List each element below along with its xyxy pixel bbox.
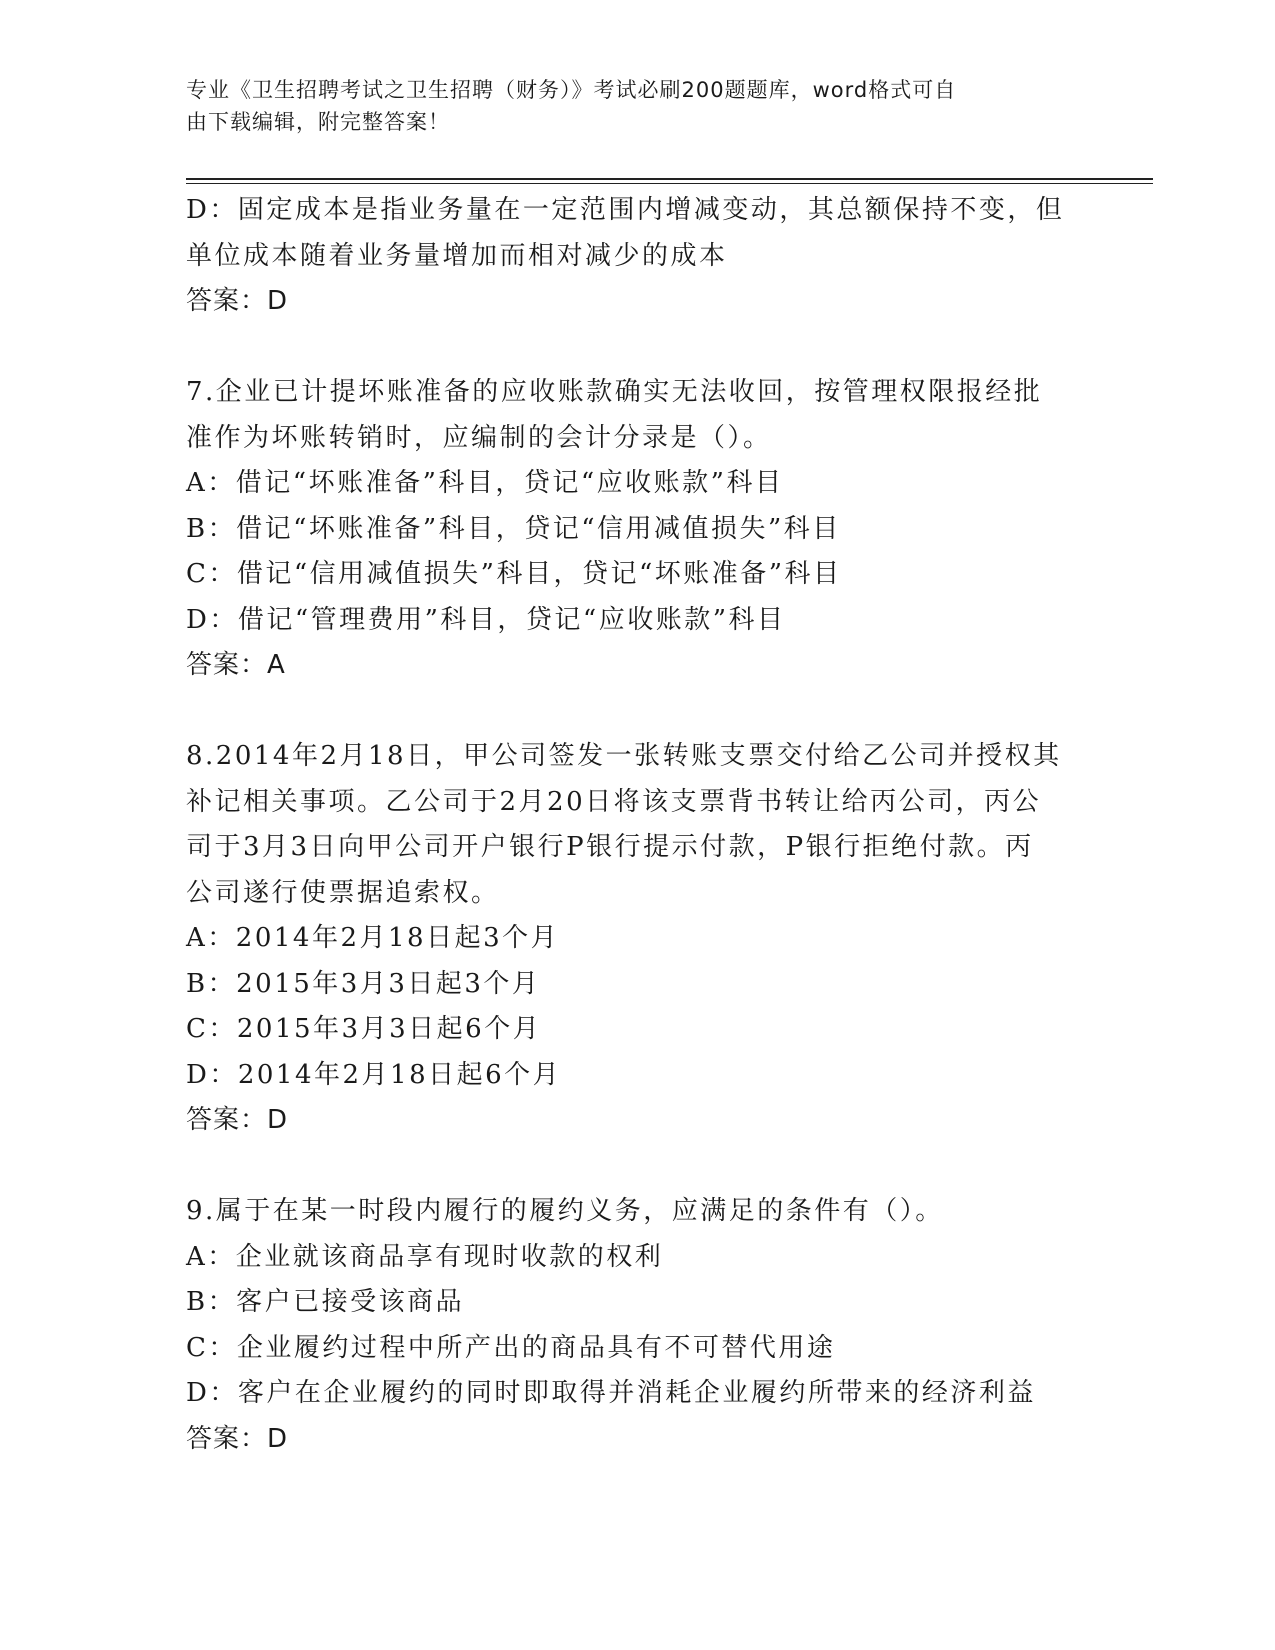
- header-title-line: 专业《卫生招聘考试之卫生招聘（财务）》考试必刷200题题库，word格式可自: [186, 78, 957, 102]
- document-header: [186, 74, 1086, 138]
- spacer: [186, 1144, 1086, 1190]
- option-b: B：借记“坏账准备”科目，贷记“信用减值损失”科目: [186, 513, 841, 544]
- question-block-prev: [186, 188, 1086, 325]
- question-stem: 7.企业已计提坏账准备的应收账款确实无法收回，按管理权限报经批: [186, 377, 1043, 407]
- question-stem-continued: 司于3月3日向甲公司开户银行P银行提示付款，P银行拒绝付款。丙: [186, 832, 1034, 862]
- option-c: C：2015年3月3日起6个月: [186, 1014, 542, 1044]
- option-a: A：借记“坏账准备”科目，贷记“应收账款”科目: [186, 468, 784, 498]
- question-stem-continued: 公司遂行使票据追索权。: [186, 877, 500, 908]
- option-c: C：企业履约过程中所产出的商品具有不可替代用途: [186, 1332, 836, 1363]
- answer-line: 答案：D: [186, 1105, 289, 1135]
- answer-line: 答案：D: [186, 286, 289, 316]
- question-block-7: [186, 370, 1086, 689]
- option-d: D：固定成本是指业务量在一定范围内增减变动，其总额保持不变，但: [186, 195, 1065, 225]
- option-b: B：客户已接受该商品: [186, 1287, 465, 1317]
- answer-line: 答案：D: [186, 1423, 289, 1454]
- answer-line: 答案：A: [186, 650, 286, 680]
- option-c: C：借记“信用减值损失”科目，贷记“坏账准备”科目: [186, 559, 842, 589]
- spacer: [186, 325, 1086, 371]
- question-block-9: [186, 1189, 1086, 1462]
- option-d-continued: 单位成本随着业务量增加而相对减少的成本: [186, 240, 728, 271]
- option-a: A：企业就该商品享有现时收款的权利: [186, 1241, 664, 1272]
- document-body: [186, 188, 1086, 1462]
- question-stem: 9.属于在某一时段内履行的履约义务，应满足的条件有（）。: [186, 1196, 944, 1226]
- header-divider-thick: [186, 178, 1153, 180]
- option-d: D：借记“管理费用”科目，贷记“应收账款”科目: [186, 604, 786, 635]
- spacer: [186, 689, 1086, 735]
- header-divider-thin: [186, 183, 1153, 184]
- question-stem: 8.2014年2月18日，甲公司签发一张转账支票交付给乙公司并授权其: [186, 741, 1062, 771]
- header-title-line: 由下载编辑，附完整答案！: [186, 110, 450, 134]
- option-b: B：2015年3月3日起3个月: [186, 968, 541, 999]
- question-block-8: [186, 734, 1086, 1144]
- option-d: D：2014年2月18日起6个月: [186, 1059, 562, 1090]
- question-stem-continued: 补记相关事项。乙公司于2月20日将该支票背书转让给丙公司，丙公: [186, 786, 1042, 817]
- option-d: D：客户在企业履约的同时即取得并消耗企业履约所带来的经济利益: [186, 1378, 1036, 1408]
- option-a: A：2014年2月18日起3个月: [186, 923, 560, 953]
- question-stem-continued: 准作为坏账转销时，应编制的会计分录是（）。: [186, 422, 772, 453]
